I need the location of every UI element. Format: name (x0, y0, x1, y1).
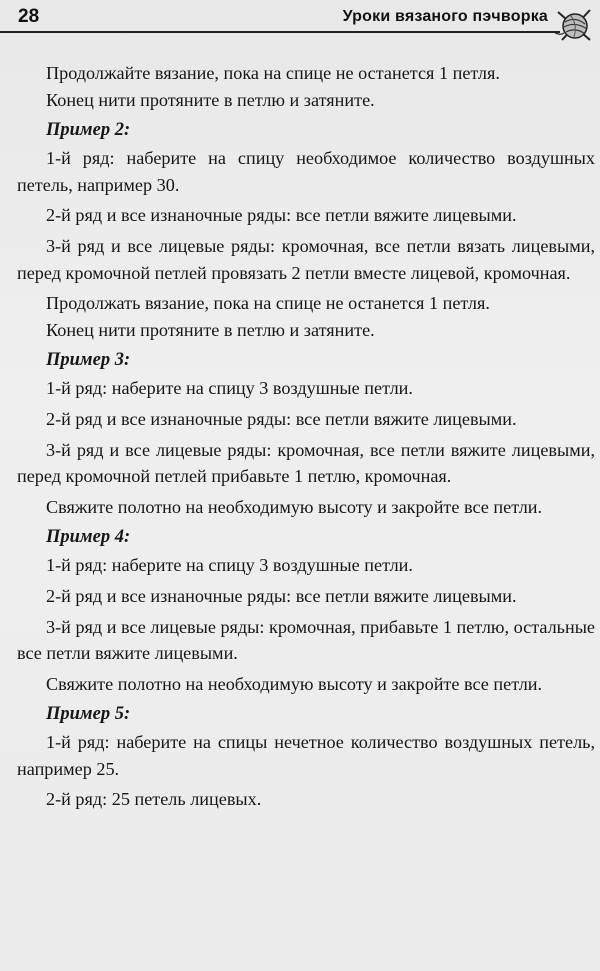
paragraph: 1-й ряд: наберите на спицу 3 воздушные петли. (46, 555, 413, 576)
paragraph: Продолжайте вязание, пока на спице не останется 1 петля. (46, 63, 500, 83)
paragraph: 2-й ряд и все изнаночные ряды: все петли вяжите лицевыми. (46, 205, 517, 226)
paragraph: 2-й ряд и все изнаночные ряды: все петли вяжите лицевыми. (46, 408, 517, 429)
page-body (17, 60, 595, 817)
header-rule (0, 31, 560, 33)
paragraph: 3-й ряд и все лицевые ряды: кромочная, все петли вязать лицевыми, перед кромочной петлей провязать 2 петли вместе лицевой, кромочная. (17, 235, 595, 283)
paragraph: Свяжите полотно на необходимую высоту и закройте все петли. (46, 496, 543, 517)
paragraph: Свяжите полотно на необходимую высоту и закройте все петли. (46, 673, 543, 694)
paragraph: 1-й ряд: наберите на спицу необходимое количество воздушных петель, например 30. (17, 148, 595, 195)
paragraph: 3-й ряд и все лицевые ряды: кромочная, все петли вяжите лицевыми, перед кромочной петлей прибавьте 1 петлю, кромочная. (17, 439, 595, 487)
paragraph: 2-й ряд и все изнаночные ряды: все петли вяжите лицевыми. (46, 585, 517, 606)
example-heading: Пример 5: (46, 704, 131, 725)
paragraph: Конец нити протяните в петлю и затяните. (46, 319, 375, 340)
paragraph: 1-й ряд: наберите на спицы нечетное количество воздушных петель, например 25. (17, 732, 595, 779)
paragraph: 3-й ряд и все лицевые ряды: кромочная, прибавьте 1 петлю, остальные все петли вяжите лицевыми. (17, 616, 595, 664)
page-header (0, 0, 600, 42)
page-number: 28 (18, 6, 40, 27)
example-heading: Пример 2: (46, 120, 131, 141)
paragraph: 1-й ряд: наберите на спицу 3 воздушные петли. (46, 378, 413, 399)
example-heading: Пример 4: (46, 527, 131, 548)
running-title: Уроки вязаного пэчворка (342, 8, 548, 25)
paragraph: Конец нити протяните в петлю и затяните. (46, 89, 375, 110)
paragraph: Продолжать вязание, пока на спице не останется 1 петля. (46, 293, 490, 314)
paragraph: 2-й ряд: 25 петель лицевых. (46, 789, 262, 810)
example-heading: Пример 3: (46, 350, 131, 371)
yarn-ball-icon (554, 2, 594, 42)
